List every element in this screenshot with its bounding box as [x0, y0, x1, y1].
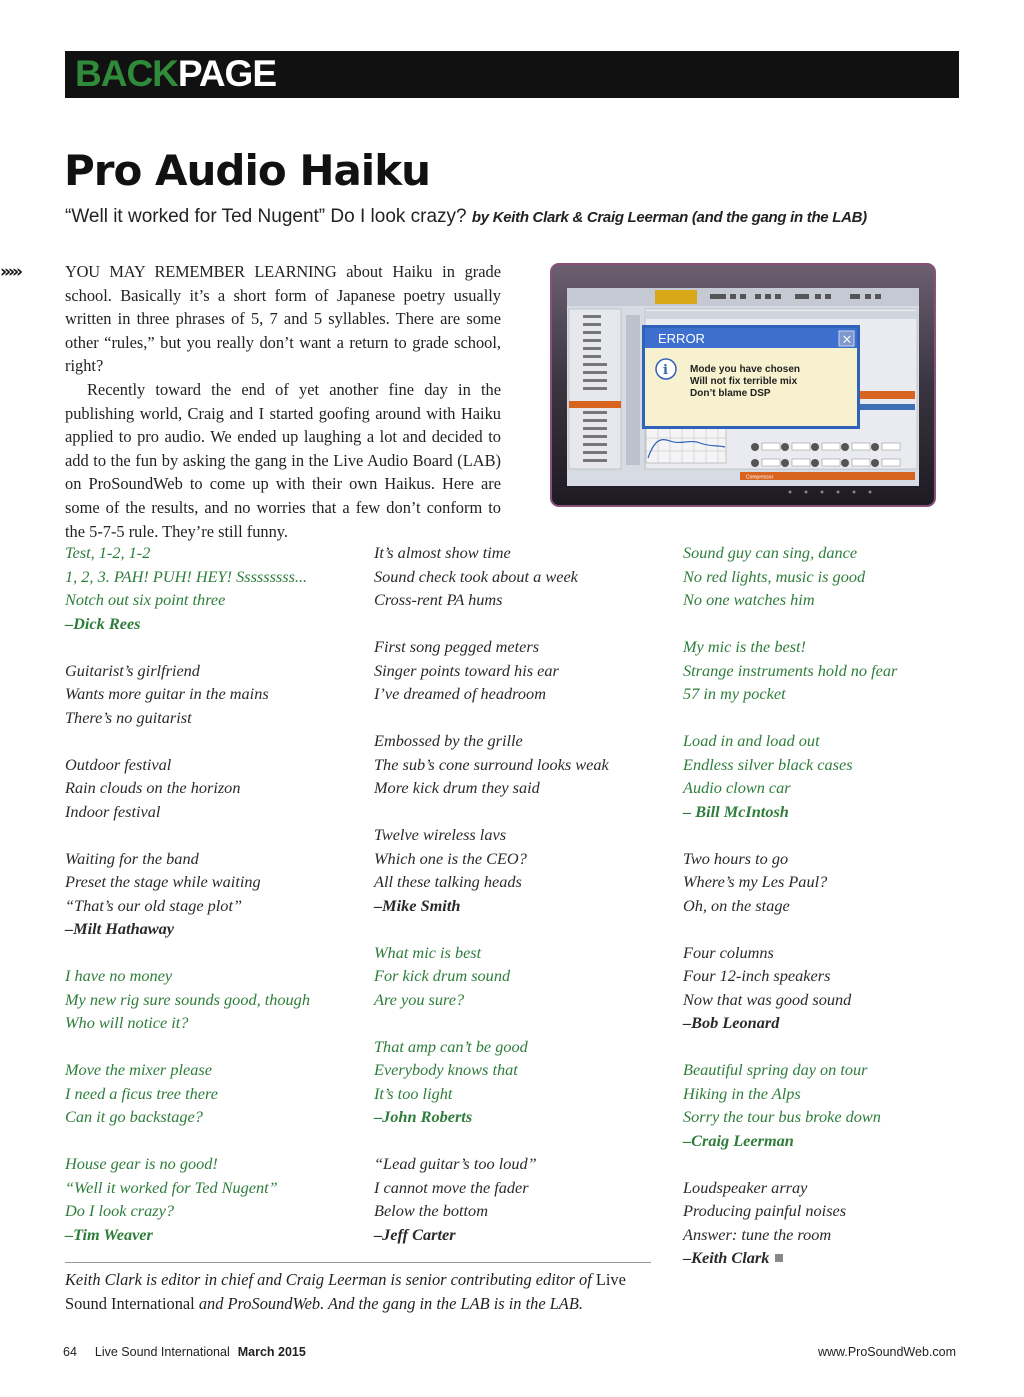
close-icon: × — [841, 332, 853, 348]
haiku-line: Preset the stage while waiting — [65, 872, 261, 891]
haiku-line: 57 in my pocket — [683, 684, 786, 703]
haiku-line: For kick drum sound — [374, 966, 511, 985]
deck-text: “Well it worked for Ted Nugent” Do I look crazy? — [65, 206, 467, 227]
haiku-line: Load in and load out — [683, 731, 820, 750]
haiku-author-name: –Tim Weaver — [65, 1224, 153, 1244]
haiku-author-name: –John Roberts — [374, 1107, 473, 1126]
haiku-line: Indoor festival — [65, 801, 161, 821]
haiku-line: 1, 2, 3. PAH! PUH! HEY! Sssssssss... — [65, 566, 308, 586]
magazine-name: Live Sound International — [94, 1345, 230, 1359]
haiku-line: Move the mixer please — [65, 1060, 212, 1079]
haiku-line: Endless silver black cases — [683, 754, 853, 774]
haiku-line: Waiting for the band — [65, 848, 199, 868]
haiku-line: First song pegged meters — [374, 637, 540, 656]
haiku-author — [65, 612, 355, 636]
footnote-text-1: Keith Clark is editor in chief and Craig Leerman is senior contributing editor of — [65, 1270, 592, 1289]
error-dialog-title: ERROR — [658, 331, 705, 346]
haiku-line: Audio clown car — [683, 778, 791, 797]
haiku-line: No red lights, music is good — [683, 566, 866, 586]
haiku-poem — [683, 729, 973, 823]
issue-date: March 2015 — [237, 1345, 306, 1359]
compressor-label: Compressor — [746, 474, 774, 481]
section-label-part2: PAGE — [177, 53, 277, 94]
haiku-line: Embossed by the grille — [374, 731, 523, 750]
haiku-author-name: –Mike Smith — [374, 895, 461, 915]
haiku-poem — [374, 823, 664, 917]
haiku-line: What mic is best — [374, 942, 482, 962]
haiku-line: Wants more guitar in the mains — [65, 684, 269, 703]
haiku-line: I cannot move the fader — [374, 1177, 529, 1197]
haiku-line: It’s too light — [374, 1083, 453, 1103]
haiku-line: That amp can’t be good — [374, 1036, 528, 1056]
haiku-line: My mic is the best! — [683, 637, 806, 656]
footnote-publication: Live Sound International — [65, 1270, 626, 1313]
haiku-author — [683, 800, 973, 824]
haiku-poem — [65, 1058, 355, 1129]
haiku-poem — [374, 541, 664, 612]
haiku-poem — [65, 847, 355, 941]
haiku-line: Rain clouds on the horizon — [65, 778, 241, 797]
haiku-line: House gear is no good! — [65, 1154, 218, 1173]
haiku-author-name: –Bob Leonard — [683, 1013, 780, 1032]
haiku-line: Loudspeaker array — [683, 1177, 808, 1197]
haiku-line: Twelve wireless lavs — [374, 825, 507, 844]
end-of-article-mark — [775, 1254, 783, 1262]
haiku-line: The sub’s cone surround looks weak — [374, 754, 609, 774]
haiku-line: My new rig sure sounds good, though — [65, 989, 310, 1009]
haiku-author — [65, 1223, 355, 1247]
haiku-line: It’s almost show time — [374, 543, 511, 562]
haiku-poem — [65, 753, 355, 824]
byline: by Keith Clark & Craig Leerman (and the gang in the LAB) — [471, 209, 867, 226]
haiku-line: Sound guy can sing, dance — [683, 543, 858, 562]
monitor-illustration — [550, 263, 936, 507]
haiku-author-name: –Keith Clark — [683, 1248, 770, 1267]
section-label-part1: BACK — [75, 53, 178, 94]
page-folio — [63, 1345, 306, 1359]
haiku-line: Notch out six point three — [65, 590, 226, 609]
article-deck — [65, 206, 867, 228]
haiku-line: Test, 1-2, 1-2 — [65, 543, 151, 562]
haiku-author — [65, 917, 355, 941]
haiku-poem — [65, 659, 355, 730]
haiku-line: Answer: tune the room — [683, 1224, 832, 1244]
haiku-line: Oh, on the stage — [683, 895, 790, 915]
haiku-line: Singer points toward his ear — [374, 660, 559, 680]
haiku-author — [374, 894, 664, 918]
haiku-poem — [683, 847, 973, 918]
haiku-poem — [65, 541, 355, 635]
haiku-line: Sorry the tour bus broke down — [683, 1107, 881, 1126]
haiku-poem — [374, 729, 664, 800]
haiku-line: I need a ficus tree there — [65, 1083, 218, 1103]
intro-text — [65, 260, 501, 543]
haiku-line: Guitarist’s girlfriend — [65, 660, 200, 680]
haiku-author-name: –Craig Leerman — [683, 1130, 794, 1150]
haiku-column-3 — [683, 541, 973, 1293]
intro-paragraph-1 — [65, 260, 501, 378]
haiku-poem — [683, 1176, 973, 1270]
haiku-line: “That’s our old stage plot” — [65, 895, 243, 915]
haiku-line: Outdoor festival — [65, 754, 172, 774]
haiku-poem — [374, 941, 664, 1012]
haiku-poem — [683, 941, 973, 1035]
haiku-poem — [374, 635, 664, 706]
toolbar-preset-box — [655, 290, 697, 304]
haiku-line: Where’s my Les Paul? — [683, 872, 828, 891]
haiku-author-name: – Bill McIntosh — [683, 801, 789, 821]
haiku-line: Hiking in the Alps — [683, 1083, 801, 1103]
haiku-poem — [65, 1152, 355, 1246]
haiku-poem — [683, 541, 973, 612]
haiku-author — [374, 1105, 664, 1129]
selected-channel-row — [569, 401, 621, 408]
haiku-line: I’ve dreamed of headroom — [374, 684, 546, 703]
haiku-line: No one watches him — [683, 590, 815, 609]
error-screenshot-image — [550, 263, 936, 507]
haiku-line: Do I look crazy? — [65, 1201, 174, 1220]
haiku-line: “Lead guitar’s too loud” — [374, 1154, 537, 1173]
article-title: Pro Audio Haiku — [64, 146, 431, 195]
haiku-line: Sound check took about a week — [374, 566, 578, 586]
dialog-message-line-2: Will not fix terrible mix — [690, 376, 798, 387]
haiku-line: Are you sure? — [374, 989, 465, 1009]
haiku-author — [683, 1129, 973, 1153]
footnote-divider — [65, 1262, 651, 1263]
info-icon-glyph: i — [663, 363, 668, 378]
dialog-message-line-1: Mode you have chosen — [690, 364, 801, 375]
toolbar-buttons — [710, 294, 881, 299]
website-url: www.ProSoundWeb.com — [817, 1345, 956, 1359]
haiku-line: All these talking heads — [374, 872, 522, 891]
haiku-author-name: –Dick Rees — [65, 613, 141, 633]
haiku-line: More kick drum they said — [374, 778, 540, 797]
haiku-line: Two hours to go — [683, 848, 789, 868]
haiku-poem — [65, 964, 355, 1035]
haiku-line: Everybody knows that — [374, 1060, 518, 1079]
haiku-column-2 — [374, 541, 664, 1270]
haiku-poem — [683, 635, 973, 706]
haiku-author — [683, 1246, 973, 1270]
haiku-poem — [374, 1152, 664, 1246]
haiku-line: Producing painful noises — [683, 1201, 847, 1220]
arrows-icon: ››››› — [0, 262, 21, 282]
haiku-line: Can it go backstage? — [65, 1107, 203, 1126]
footnote-text-2: and ProSoundWeb. And the gang in the LAB is in the LAB. — [194, 1294, 583, 1313]
haiku-author-name: –Milt Hathaway — [65, 919, 175, 938]
author-footnote — [65, 1268, 665, 1316]
haiku-poem — [683, 1058, 973, 1152]
haiku-line: Who will notice it? — [65, 1013, 189, 1032]
haiku-column-1 — [65, 541, 355, 1270]
eq-header-row — [645, 311, 917, 319]
haiku-author-name: –Jeff Carter — [374, 1224, 456, 1244]
haiku-line: Four 12-inch speakers — [683, 966, 831, 985]
error-dialog-body — [645, 348, 857, 426]
haiku-line: Now that was good sound — [683, 989, 852, 1009]
section-header-bar — [65, 51, 959, 98]
haiku-line: Cross-rent PA hums — [374, 590, 503, 609]
intro-p1-rest: about Haiku in grade school. Basically it’s a short form of Japanese poetry usually written in three phrases of 5, 7 and 5 syllables. There are some other “rules,” but you really don’t want a return to grade school, right? — [65, 262, 501, 376]
meter-strip — [626, 315, 640, 465]
haiku-line: “Well it worked for Ted Nugent” — [65, 1177, 278, 1197]
haiku-line: Which one is the CEO? — [374, 848, 527, 868]
haiku-line: Beautiful spring day on tour — [683, 1060, 868, 1079]
haiku-author — [374, 1223, 664, 1247]
section-label — [75, 54, 276, 94]
haiku-line: Strange instruments hold no fear — [683, 660, 898, 680]
page-number: 64 — [63, 1345, 77, 1359]
haiku-line: There’s no guitarist — [65, 707, 192, 727]
haiku-author — [683, 1011, 973, 1035]
haiku-line: I have no money — [65, 966, 173, 985]
haiku-poem — [374, 1035, 664, 1129]
intro-paragraph-2: Recently toward the end of yet another fine day in the publishing world, Craig and I started goofing around with Haiku applied to pro audio. We ended up laughing a lot and decided to add to the fun by asking the gang in the Live Audio Board (LAB) on ProSoundWeb to come up with their own Haikus. Here are some of the results, and no worries that a few don’t conform to the 5-7-5 rule. They’re still funny. — [65, 379, 501, 541]
haiku-line: Four columns — [683, 942, 774, 962]
dialog-message-line-3: Don’t blame DSP — [690, 388, 771, 399]
intro-lead-caps: YOU MAY REMEMBER LEARNING — [65, 262, 337, 281]
haiku-line: Below the bottom — [374, 1201, 488, 1220]
